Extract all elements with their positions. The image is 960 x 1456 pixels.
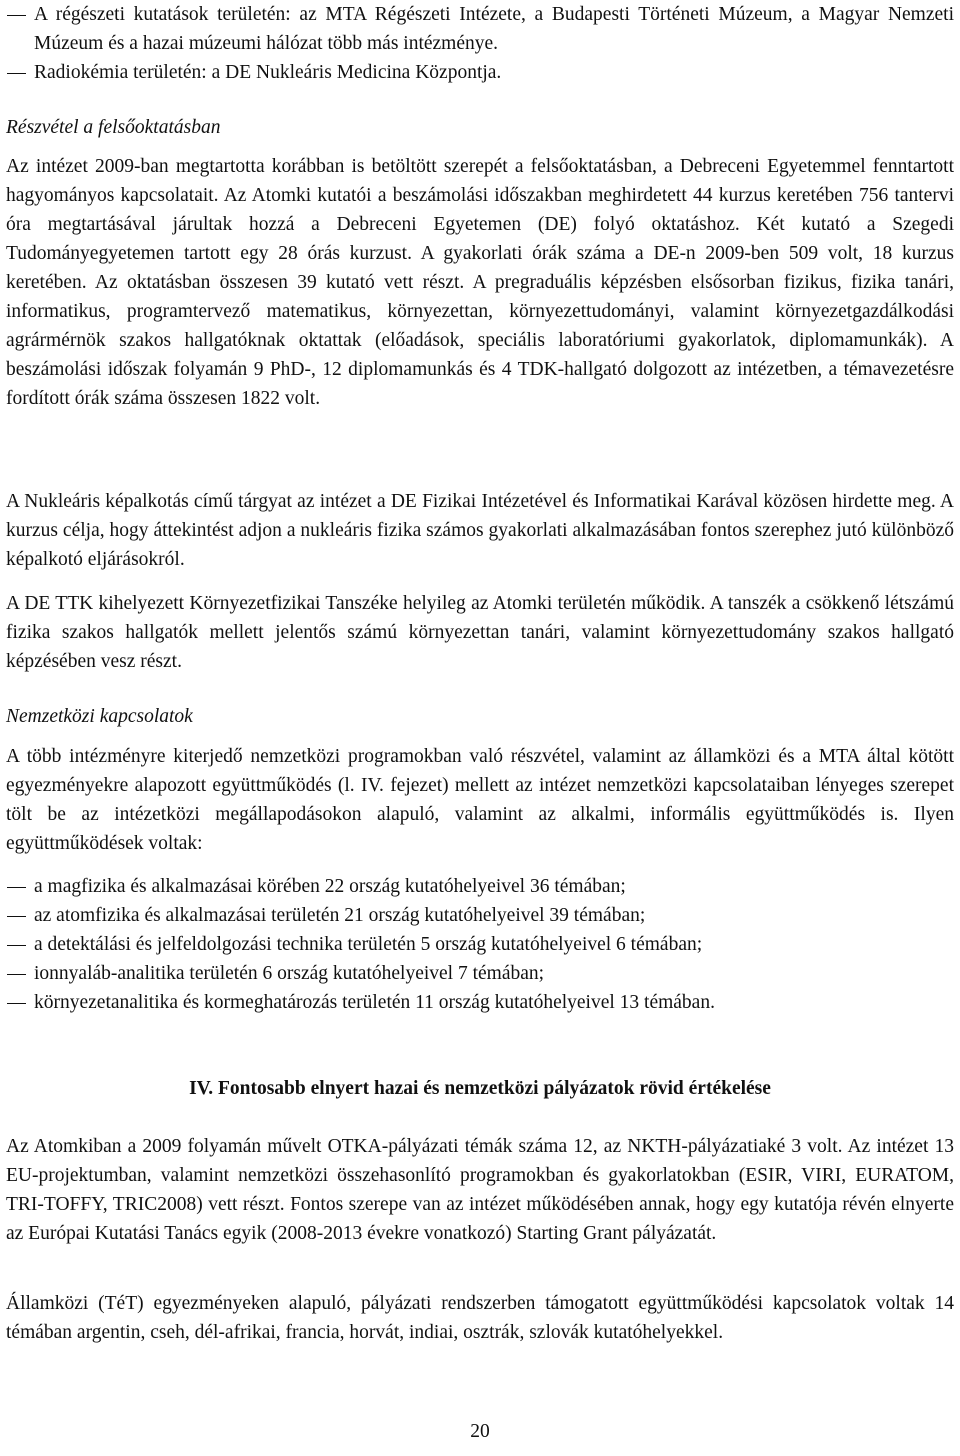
section-heading-international: Nemzetközi kapcsolatok: [6, 706, 193, 727]
paragraph: Az Atomkiban a 2009 folyamán művelt OTKA-pályázati témák száma 12, az NKTH-pályázatiaké 3 volt. Az intézet 13 EU-projektumban, valamint nemzetközi összehasonlító programokban és gyakorlatokban (ESIR, VIRI, EURATOM, TRI-TOFFY, TRIC2008) vett részt. Fontos szerepe van az intézet működésében annak, hogy egy kutatója révén elnyerte az Európai Kutatási Tanács egyik (2008-2013 évekre vonatkozó) Starting Grant pályázatát.: [6, 1136, 954, 1244]
list-item: a detektálási és jelfeldolgozási technika területén 5 ország kutatóhelyeivel 6 témában;: [6, 930, 954, 959]
cooperation-list: [6, 872, 954, 1017]
list-item: az atomfizika és alkalmazásai területén 21 ország kutatóhelyeivel 39 témában;: [6, 901, 954, 930]
list-item: ionnyaláb-analitika területén 6 ország kutatóhelyeivel 7 témában;: [6, 959, 954, 988]
paragraph: Az intézet 2009-ban megtartotta korábban is betöltött szerepét a felsőoktatásban, a Debreceni Egyetemmel fenntartott hagyományos kapcsolatait. Az Atomki kutatói a beszámolási időszakban meghirdetett 44 kurzus keretében 756 tantervi óra megtartásával járultak hozzá a Debreceni Egyetemen (DE) folyó oktatáshoz. Két kutató a Szegedi Tudományegyetemen tartott egy 28 órás kurzust. A gyakorlati órák száma a DE-n 2009-ben 509 volt, 18 kurzus keretében. Az oktatásban összesen 39 kutató vett részt. A pregraduális képzésben elsősorban fizikus, fizika tanári, informatikus, programtervező matematikus, környezettan, környezettudományi, valamint környezetgazdálkodási agrármérnök szakos hallgatóknak oktattak (előadások, speciális laboratóriumi gyakorlatok, diplomamunkák). A beszámolási időszak folyamán 9 PhD-, 12 diplomamunkás és 4 TDK-hallgató dolgozott az intézetben, a témavezetésre fordított órák száma összesen 1822 volt.: [6, 156, 954, 409]
paragraph: A DE TTK kihelyezett Környezetfizikai Tanszéke helyileg az Atomki területén működik. A tanszék a csökkenő létszámú fizika szakos hallgatók mellett jelentős számú környezettan tanári, valamint környezettudomány szakos hallgató képzésében vesz részt.: [6, 593, 954, 672]
paragraph: A több intézményre kiterjedő nemzetközi programokban való részvétel, valamint az államközi és a MTA által kötött egyezményekre alapozott együttműködés (l. IV. fejezet) mellett az intézet nemzetközi kapcsolataiban lényeges szerepet tölt be az intézetközi megállapodásokon alapuló, valamint az alkalmi, informális együttműködés is. Ilyen együttműködések voltak:: [6, 746, 954, 854]
chapter-title: IV. Fontosabb elnyert hazai és nemzetközi pályázatok rövid értékelése: [189, 1078, 771, 1099]
top-dash-list: [6, 0, 954, 87]
list-item: környezetanalitika és kormeghatározás területén 11 ország kutatóhelyeivel 13 témában.: [6, 988, 954, 1017]
list-item: a magfizika és alkalmazásai körében 22 ország kutatóhelyeivel 36 témában;: [6, 872, 954, 901]
paragraph: A Nukleáris képalkotás című tárgyat az intézet a DE Fizikai Intézetével és Informatikai Karával közösen hirdette meg. A kurzus célja, hogy áttekintést adjon a nukleáris fizika számos gyakorlati alkalmazásában fontos szerephez jutó különböző képalkotó eljárásokról.: [6, 491, 954, 570]
paragraph: Államközi (TéT) egyezményeken alapuló, pályázati rendszerben támogatott együttműködési kapcsolatok voltak 14 témában argentin, cseh, dél-afrikai, francia, horvát, indiai, osztrák, szlovák kutatóhelyekkel.: [6, 1293, 954, 1343]
page-number: 20: [470, 1421, 490, 1442]
list-item: A régészeti kutatások területén: az MTA Régészeti Intézete, a Budapesti Történeti Múzeum, a Magyar Nemzeti Múzeum és a hazai múzeumi hálózat több más intézménye.: [6, 0, 954, 58]
section-heading-education: Részvétel a felsőoktatásban: [6, 117, 221, 138]
list-item: Radiokémia területén: a DE Nukleáris Medicina Központja.: [6, 58, 954, 87]
